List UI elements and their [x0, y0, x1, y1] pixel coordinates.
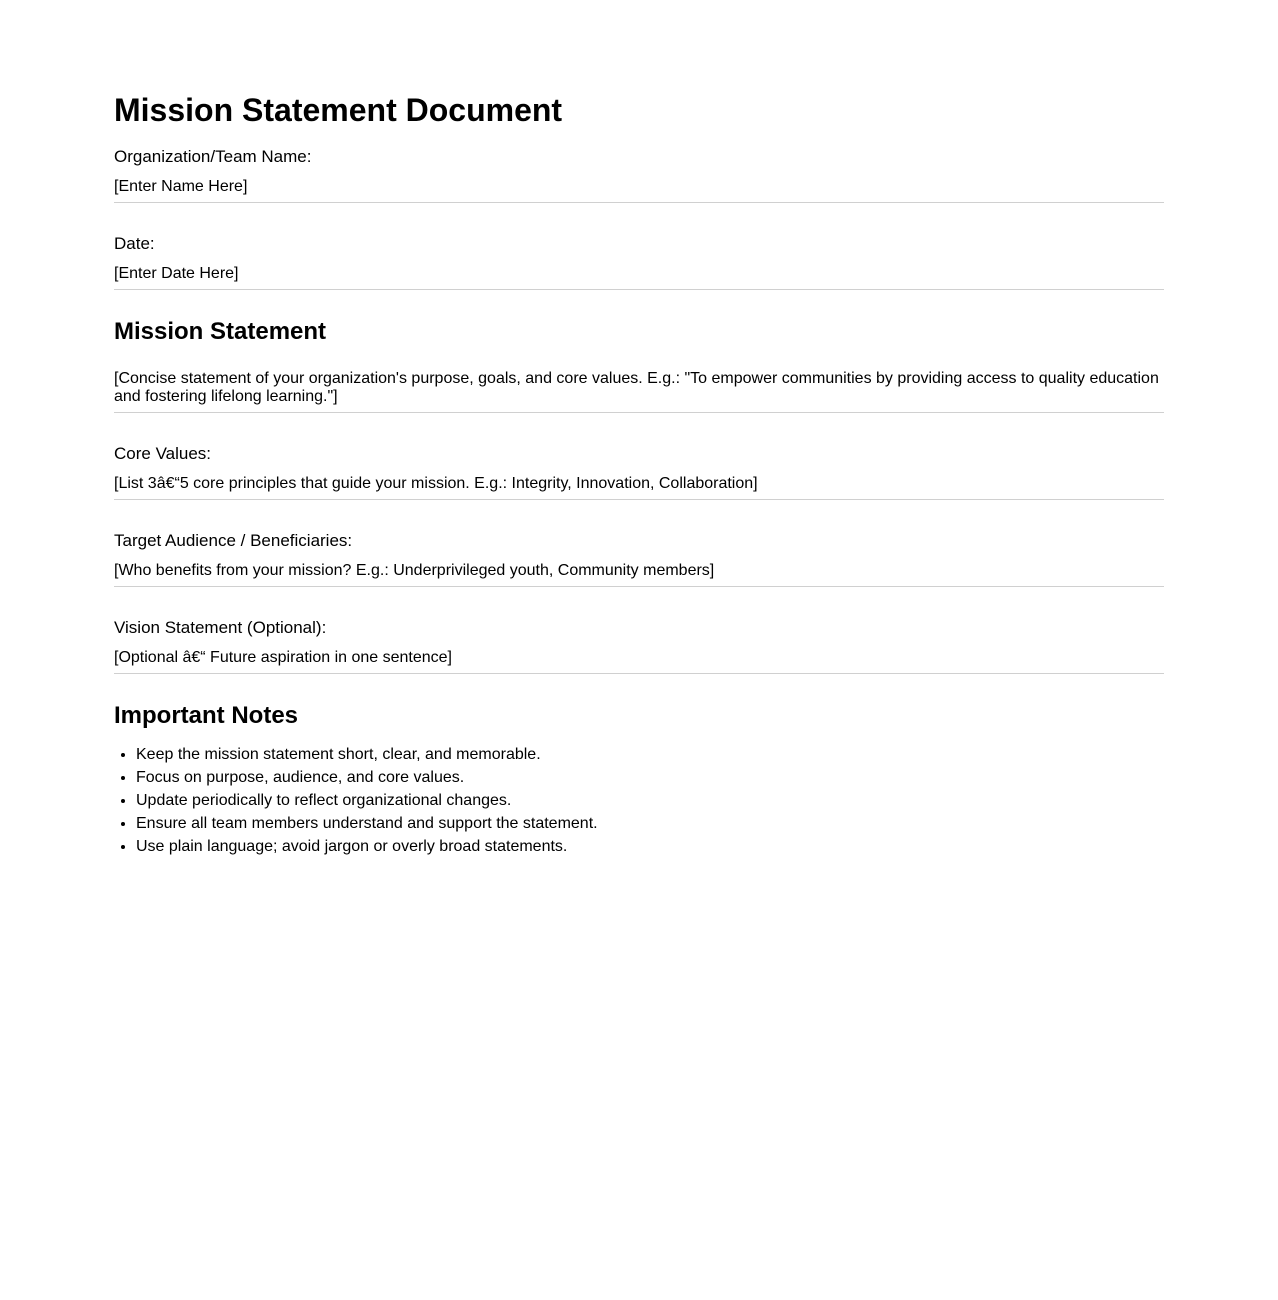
vision-value[interactable]: [Optional â€“ Future aspiration in one sentence]: [114, 649, 1164, 674]
target-audience-field: [114, 531, 1164, 587]
vision-label: Vision Statement (Optional):: [114, 618, 327, 637]
document-page: [114, 0, 1164, 858]
org-name-field: [114, 147, 1164, 203]
notes-list: [114, 743, 1164, 858]
core-values-value[interactable]: [List 3â€“5 core principles that guide your mission. E.g.: Integrity, Innovation, Collaboration]: [114, 475, 1164, 500]
list-item: • Focus on purpose, audience, and core values.: [136, 766, 1164, 789]
target-audience-label: Target Audience / Beneficiaries:: [114, 531, 353, 550]
mission-statement-value[interactable]: [Concise statement of your organization's purpose, goals, and core values. E.g.: "To empower communities by providing access to quality education and fostering lifelong learning."]: [114, 370, 1164, 413]
list-item: • Keep the mission statement short, clear, and memorable.: [136, 743, 1164, 766]
list-item: • Use plain language; avoid jargon or overly broad statements.: [136, 835, 1164, 858]
mission-heading: Mission Statement: [114, 318, 327, 345]
list-item: • Ensure all team members understand and support the statement.: [136, 812, 1164, 835]
target-audience-value[interactable]: [Who benefits from your mission? E.g.: Underprivileged youth, Community members]: [114, 562, 1164, 587]
org-name-value[interactable]: [Enter Name Here]: [114, 178, 1164, 203]
date-label: Date:: [114, 234, 155, 253]
date-value[interactable]: [Enter Date Here]: [114, 265, 1164, 290]
org-name-label: Organization/Team Name:: [114, 147, 312, 166]
notes-heading: Important Notes: [114, 702, 299, 729]
date-field: [114, 234, 1164, 290]
core-values-label: Core Values:: [114, 444, 212, 463]
core-values-field: [114, 444, 1164, 500]
list-item: • Update periodically to reflect organizational changes.: [136, 789, 1164, 812]
document-title: Mission Statement Document: [114, 92, 563, 128]
vision-field: [114, 618, 1164, 674]
